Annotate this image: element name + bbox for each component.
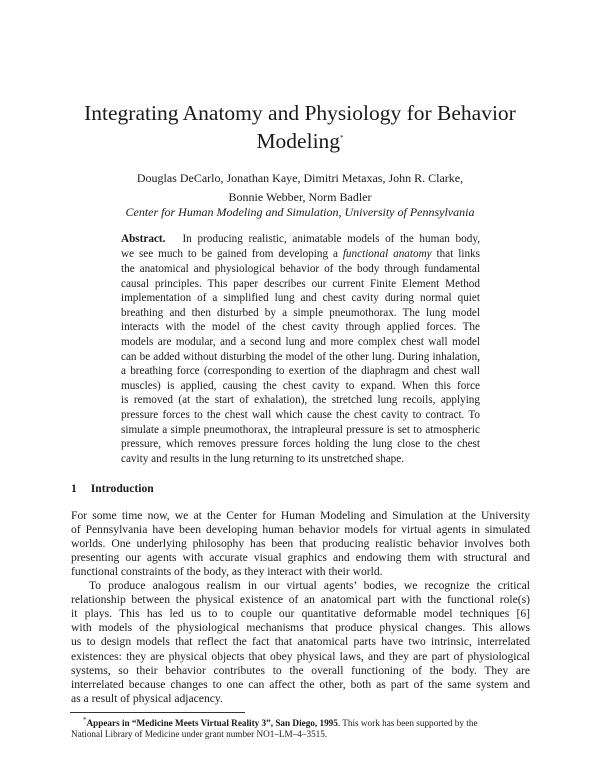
abstract-line: causal principles. This paper describes our current Finite Element Method: [121, 277, 480, 290]
abstract-text: In producing realistic, animatable models of the human body,: [182, 233, 480, 245]
footnote-line: National Library of Medicine under grant number NO1–LM–4–3515.: [71, 729, 328, 739]
affiliation: Center for Human Modeling and Simulation, University of Pennsylvania: [125, 205, 475, 219]
paragraph-line: relationship between the physical existence of an anatomical part with the functional role(s): [71, 593, 530, 607]
footnote-mark: *: [340, 134, 344, 142]
abstract-label: Abstract.: [121, 233, 166, 245]
footnote: [71, 716, 530, 728]
abstract-line: simulate a simple pneumothorax, the intrapleural pressure is set to atmospheric: [121, 423, 480, 436]
abstract-line: cavity and results in the lung returning to its unstretched shape.: [121, 452, 405, 465]
paragraph-line: as a result of physical adjacency.: [71, 691, 223, 705]
abstract-line: is removed (at the start of exhalation), the stretched lung recoils, applying: [121, 394, 480, 407]
abstract-line: models are modular, and a second lung and more complex chest wall model: [121, 336, 480, 348]
paragraph-line: it plays. This has led us to to couple our quantitative deformable model techniques [6]: [71, 607, 530, 621]
paragraph-line: of Pennsylvania have been developing human behavior models for virtual agents in simulated: [71, 523, 530, 537]
paragraph-line: existences: they are physical objects that obey physical laws, and they are part of physiological: [71, 649, 530, 663]
authors-line: Douglas DeCarlo, Jonathan Kaye, Dimitri Metaxas, John R. Clarke,: [136, 171, 464, 185]
paragraph-line: interrelated because changes to one can affect the other, both as part of the same system and: [71, 677, 530, 691]
paragraph-line: worlds. One underlying philosophy has been that producing realistic behavior involves both: [71, 537, 530, 551]
footnote-venue: Appears in “Medicine Meets Virtual Reality 3”, San Diego, 1995: [86, 718, 338, 729]
section-title: Introduction: [90, 482, 154, 495]
abstract-line: [121, 248, 480, 260]
title-line: Integrating Anatomy and Physiology for Behavior: [84, 101, 516, 125]
authors: [0, 169, 600, 207]
abstract-line: [121, 233, 480, 245]
paragraph-line: functional constraints of the body, as they interact with their world.: [71, 565, 383, 579]
footnote-rule: [70, 712, 245, 713]
paragraph-line: us to design models that reflect the fact that anatomical parts have two intrinsic, interrelated: [71, 635, 530, 649]
abstract-line: implementation of a simplified lung and chest cavity during normal quiet: [121, 292, 480, 305]
abstract-line: pressure, which removes pressure forces holding the lung close to the chest: [121, 438, 480, 451]
footnote-mark: *: [83, 716, 87, 724]
title-line: Modeling: [256, 129, 341, 154]
footnote-text: . This work has been supported by the: [337, 718, 478, 729]
abstract-line: a breathing force (corresponding to exertion of the diaphragm and chest wall: [121, 365, 480, 378]
paragraph-line: To produce analogous realism in our virtual agents’ bodies, we recognize the critical: [89, 579, 530, 593]
abstract-line: can be added without disturbing the model of the other lung. During inhalation,: [121, 350, 480, 363]
paragraph-line: systems, so their behavior contributes to the overall functioning of the body. They are: [71, 663, 530, 677]
section-number: 1: [71, 482, 77, 495]
paper-title: [0, 101, 600, 154]
abstract-line: muscles) is applied, causing the chest cavity to expand. When this force: [121, 379, 480, 392]
abstract-line: breathing and then disturbed by a simple pneumothorax. The lung model: [121, 306, 480, 319]
abstract-text: that links: [436, 248, 480, 260]
authors-line: Bonnie Webber, Norm Badler: [228, 190, 372, 204]
section-heading: [71, 482, 168, 495]
abstract-line: pressure forces to the chest wall which cause the chest cavity to contract. To: [121, 409, 480, 421]
abstract-line: interacts with the model of the chest cavity through applied forces. The: [121, 321, 480, 334]
paragraph-line: presenting our agents with accurate visual graphics and endowing them with structural and: [71, 551, 530, 565]
abstract-text: we see much to be gained from developing a: [121, 248, 338, 260]
abstract-line: the anatomical and physiological behavior of the body through fundamental: [121, 263, 480, 275]
paragraph-line: For some time now, we at the Center for Human Modeling and Simulation at the University: [71, 509, 530, 522]
emphasis: functional anatomy: [342, 248, 432, 260]
paragraph-line: with models of the physiological mechanisms that produce physical changes. This allows: [71, 621, 530, 635]
